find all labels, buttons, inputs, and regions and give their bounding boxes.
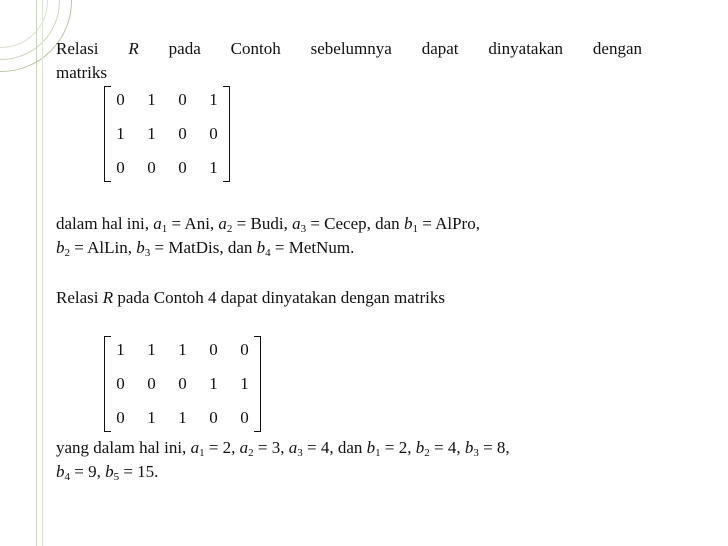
matrix-cell: 1 [147,90,156,109]
matrix-cell: 0 [209,340,218,359]
intro-line-2: matriks [56,63,107,82]
matrix-cell: 0 [116,374,125,393]
matrix-cell: 1 [178,340,187,359]
relation-symbol: R [128,39,139,58]
matrix-cell: 0 [240,408,249,427]
description-1-line-1: dalam hal ini, $a_1$ = Ani, $a_2$ = Budi, $a_3$ = Cecep, dan $b_1$ = AlPro, [56,214,480,235]
matrix-cell: 1 [209,90,218,109]
intro-line-1 [56,38,642,60]
word: dinyatakan [488,39,564,58]
matrix-2-row [105,373,260,395]
matrix-1-row [105,89,229,111]
matrix-cell: 0 [209,408,218,427]
decorative-vertical-line-2 [42,0,43,546]
matrix-cell: 0 [116,408,125,427]
matrix-cell: 0 [147,374,156,393]
matrix-1-row [105,123,229,145]
matrix-cell: 0 [116,158,125,177]
matrix-2 [104,336,261,432]
matrix-cell: 0 [178,374,187,393]
matrix-cell: 1 [209,374,218,393]
matrix-cell: 1 [116,124,125,143]
matrix-cell: 1 [147,340,156,359]
matrix-1-row [105,157,229,179]
matrix-2-row [105,339,260,361]
matrix-cell: 1 [240,374,249,393]
word: Contoh [230,39,281,58]
matrix-cell: 1 [116,340,125,359]
matrix-cell: 0 [116,90,125,109]
word: Relasi [56,39,99,58]
matrix-cell: 0 [178,124,187,143]
matrix-cell: 0 [178,90,187,109]
decorative-vertical-line [36,0,37,546]
matrix-cell: 0 [240,340,249,359]
matrix-cell: 0 [178,158,187,177]
description-1-line-2: $b_2$ = AlLin, $b_3$ = MatDis, dan $b_4$ = MetNum. [56,238,355,259]
word: dapat [421,39,459,58]
matrix-cell: 1 [147,408,156,427]
intro-2: Relasi R pada Contoh 4 dapat dinyatakan dengan matriks [56,288,446,307]
matrix-cell: 1 [209,158,218,177]
word: pada [168,39,201,58]
matrix-cell: 1 [147,124,156,143]
word: sebelumnya [310,39,392,58]
word: dengan [592,39,642,58]
matrix-2-row [105,407,260,429]
matrix-cell: 1 [178,408,187,427]
description-2-line-2: $b_4 = 9$, $b_5 = 15$. [56,462,159,483]
matrix-cell: 0 [147,158,156,177]
matrix-1 [104,86,230,182]
matrix-cell: 0 [209,124,218,143]
description-2-line-1: yang dalam hal ini, $a_1 = 2$, $a_2 = 3$, $a_3 = 4$, dan $b_1 = 2$, $b_2 = 4$, $b_3 = 8$, [56,438,510,459]
